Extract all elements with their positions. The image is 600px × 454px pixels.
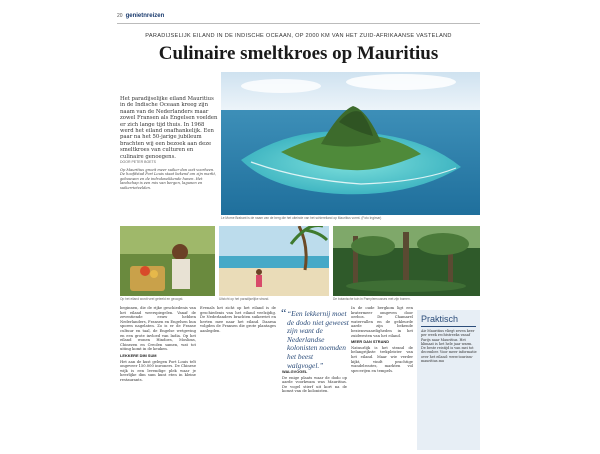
- article-lead: Het paradijselijke eiland Mauritius in de Indische Oceaan kreeg zijn naam van de Nederlanders maar zowel Fransen als Engelsen voelden er zich lange tijd thuis. In 1968 werd het eiland onafhankelijk. Een paar na het 50-jarige jubileum brachten wij een bezoek aan deze smeltkroes van culturen en culinaire genoegens.: [120, 96, 218, 160]
- body-text: beginnen, die de rijke geschiedenis van het eiland weerspiegelen. Vanaf de zeventiende eeuw hebben Nederlanders, Fransen en Engelsen hun sporen nagelaten. Zo is er de Franse cultuur en taal, de Engelse wetgeving en een grote invloed van India. Op het eiland wonen Hindoes, Moslims, Chinezen en Creolen samen, wat tot uiting komt in de keuken.: [120, 306, 196, 352]
- photo1-caption: Op het eiland wordt veel geteeld en geoogst.: [120, 297, 184, 301]
- body-column-1: [120, 306, 196, 383]
- le-morne-aerial-image: [221, 72, 480, 215]
- sidebar-title: Praktisch: [421, 314, 459, 324]
- newspaper-page: [117, 10, 480, 450]
- beach-photo: [219, 226, 329, 296]
- masthead-divider: [117, 23, 480, 24]
- body-text: In de oude bergkom ligt een kratermeer omgeven door oerbos. De Chamarel watervallen en de gekleurde aarde zijn bekende bezienswaardigheden in het zuidwesten van het eiland.: [351, 306, 413, 338]
- masthead: [117, 10, 480, 22]
- body-text: Het aan de kust gelegen Port Louis telt ongeveer 150.000 inwoners. De Chinese wijk is een levendige plek waar je heerlijke dim sum kunt eten in kleine restaurants.: [120, 359, 196, 382]
- photo2-caption: Uitzicht op het paradijselijke strand.: [219, 297, 270, 301]
- practical-sidebar: [417, 310, 480, 450]
- sidebar-rule: [421, 326, 476, 327]
- sidebar-text: Air Mauritius vliegt zeven keer per week rechtstreeks vanaf Parijs naar Mauritius. Het klimaat is het hele jaar warm. De beste reistijd is van mei tot december. Voor meer informatie over het eiland: www.tourism-mauritius.mu: [421, 329, 477, 364]
- hero-caption: Le Morne Brabant is de naam van de berg die het uiteinde van het schiereiland op Mauritius vormt. (Foto Ingimar): [221, 216, 382, 220]
- body-column-2: [200, 306, 276, 334]
- body-text: Evenals het zicht op het eiland is de geschiedenis van het eiland veelzijdig. De Nederlanders brachten suikerriet en herten mee naar het eiland. Daarna volgden de Fransen die grote plantages aanlegden.: [200, 306, 276, 333]
- hero-photo: [221, 72, 480, 215]
- subhead-walgvogel: WALGVOGEL: [282, 369, 308, 374]
- body-text: Natuurlijk is het strand de belangrijkste trekpleister van het eiland. Maar wie verder kijkt, vindt prachtige wandelroutes, markten vol specerijen en tempels.: [351, 345, 413, 373]
- pull-quote: “Een lekkernij moet de dodo niet geweest zijn want de Nederlandse kolonisten noemden het beest walgvogel.”: [287, 309, 349, 370]
- article-byline: DOOR PETER BOETS: [120, 160, 156, 164]
- article-headline: Culinaire smeltkroes op Mauritius: [158, 43, 439, 64]
- garden-photo: [333, 226, 480, 296]
- photo3-caption: De botanische tuin in Pamplemousses met zijn bomen.: [333, 297, 411, 301]
- quote-mark: “: [281, 306, 287, 320]
- body-column-2b: [282, 368, 347, 394]
- body-text: De enige plaats waar de dodo op aarde voorkwam was Mauritius. De vogel stierf uit kort na de komst van de kolonisten.: [282, 375, 347, 394]
- subhead-meer-dan-strand: MEER DAN STRAND: [351, 339, 390, 345]
- article-kicker: PARADIJSELIJK EILAND IN DE INDISCHE OCEAAN, OP 2000 KM VAN HET ZUID-AFRIKAANSE VASTELAND: [145, 33, 452, 39]
- harvest-photo: [120, 226, 215, 296]
- page-number: 20: [117, 13, 123, 19]
- article-intro: Op Mauritius groeit meer suiker dan ooit voorheen. De hoofdstad Port Louis staat bekend om zijn markt, gebouwen en de indrukwekkende haven. Het landschap is een mix van bergen, lagunen en suikerrietvelden.: [120, 168, 217, 190]
- body-column-3: [351, 306, 413, 373]
- subhead-dim-sum: LEKKERE DIM SUM: [120, 352, 157, 358]
- newspaper-logo: genietnreizen: [125, 13, 165, 19]
